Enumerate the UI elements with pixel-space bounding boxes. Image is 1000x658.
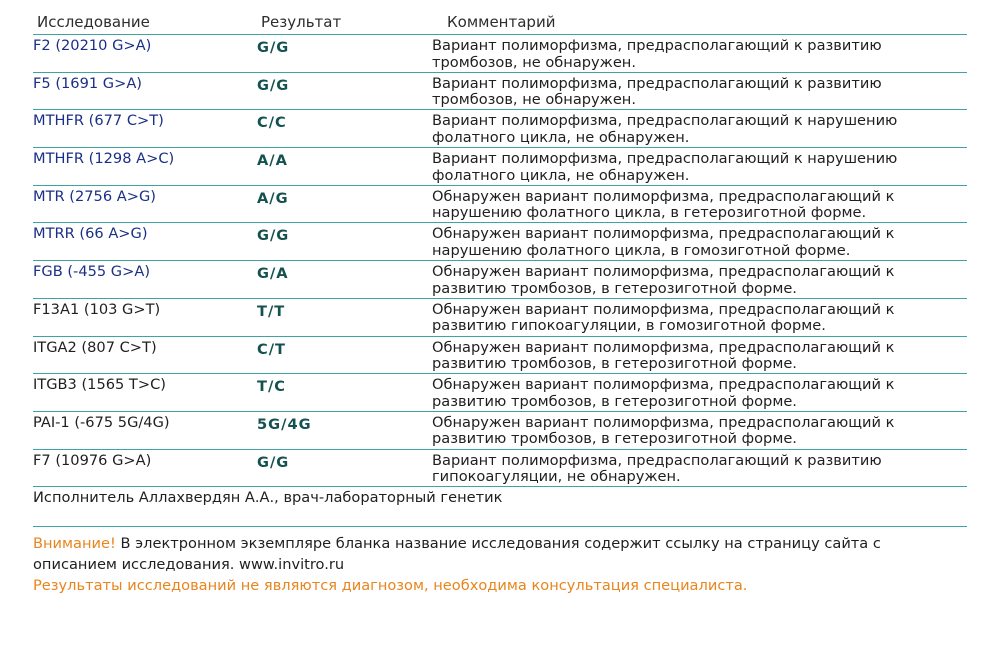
comment-line-1: Обнаружен вариант полиморфизма, предрасполагающий к [432, 376, 895, 394]
test-name: F13A1 (103 G>T) [33, 300, 161, 318]
table-row [33, 261, 967, 299]
test-name: F7 (10976 G>A) [33, 451, 152, 469]
table-row [33, 110, 967, 148]
comment-line-2: фолатного цикла, не обнаружен. [432, 128, 690, 146]
test-name: ITGA2 (807 C>T) [33, 338, 157, 356]
header-result: Результат [261, 13, 342, 31]
comment-line-1: Обнаружен вариант полиморфизма, предрасполагающий к [432, 225, 895, 243]
table-row [33, 35, 967, 73]
table-row [33, 186, 967, 224]
table-row [33, 73, 967, 111]
test-comment [432, 110, 967, 147]
comment-line-2: развитию тромбозов, в гетерозиготной форме. [432, 392, 797, 410]
notice-text: В электронном экземпляре бланка название исследования содержит ссылку на страницу сайта с описанием исследования. www.invitro.ru [33, 535, 881, 574]
test-name[interactable]: MTR (2756 A>G) [33, 187, 156, 205]
test-comment [432, 337, 967, 374]
header-comment: Комментарий [447, 13, 556, 31]
table-row [33, 337, 967, 375]
comment-line-1: Вариант полиморфизма, предрасполагающий к развитию [432, 37, 882, 54]
test-result: G/G [257, 39, 290, 56]
test-name[interactable]: MTRR (66 A>G) [33, 225, 148, 243]
results-table [33, 35, 967, 487]
comment-line-2: нарушению фолатного цикла, в гетерозиготной форме. [432, 204, 867, 222]
test-comment [432, 299, 967, 336]
test-name[interactable]: FGB (-455 G>A) [33, 263, 151, 281]
test-comment [432, 73, 967, 110]
test-result: T/C [257, 378, 286, 396]
comment-line-2: фолатного цикла, не обнаружен. [432, 166, 690, 184]
test-comment [432, 374, 967, 411]
notice-block [33, 533, 967, 575]
table-header [33, 10, 967, 35]
comment-line-2: развитию тромбозов, в гетерозиготной форме. [432, 430, 797, 448]
attention-label: Внимание! [33, 535, 116, 553]
table-row [33, 148, 967, 186]
comment-line-2: тромбозов, не обнаружен. [432, 91, 636, 109]
comment-line-1: Обнаружен вариант полиморфизма, предрасполагающий к [432, 263, 895, 281]
test-comment [432, 412, 967, 449]
comment-line-2: гипокоагуляции, не обнаружен. [432, 468, 681, 486]
comment-line-1: Обнаружен вариант полиморфизма, предрасполагающий к [432, 187, 895, 205]
comment-line-1: Вариант полиморфизма, предрасполагающий к нарушению [432, 112, 898, 130]
test-comment [432, 186, 967, 223]
comment-line-2: развитию тромбозов, в гетерозиготной форме. [432, 355, 797, 372]
disclaimer-text: Результаты исследований не являются диагнозом, необходима консультация специалиста. [33, 577, 748, 595]
table-row [33, 412, 967, 450]
table-row [33, 450, 967, 488]
header-test: Исследование [37, 13, 150, 31]
comment-line-1: Обнаружен вариант полиморфизма, предрасполагающий к [432, 300, 895, 318]
table-row [33, 374, 967, 412]
comment-line-2: развитию гипокоагуляции, в гомозиготной форме. [432, 317, 826, 335]
test-name: ITGB3 (1565 T>C) [33, 376, 166, 394]
test-result: A/G [257, 189, 289, 207]
results-document [33, 10, 967, 596]
comment-line-1: Обнаружен вариант полиморфизма, предрасполагающий к [432, 338, 895, 356]
comment-line-2: развитию тромбозов, в гетерозиготной форме. [432, 279, 797, 297]
test-result: 5G/4G [257, 415, 312, 433]
comment-line-1: Вариант полиморфизма, предрасполагающий к развитию [432, 451, 882, 469]
test-result: G/A [257, 265, 289, 283]
test-name[interactable]: F5 (1691 G>A) [33, 74, 143, 92]
test-result: T/T [257, 302, 286, 320]
test-result: A/A [257, 152, 288, 170]
test-comment [432, 148, 967, 185]
comment-line-1: Вариант полиморфизма, предрасполагающий к нарушению [432, 150, 898, 168]
comment-line-1: Обнаружен вариант полиморфизма, предрасполагающий к [432, 413, 895, 431]
test-result: G/G [257, 227, 290, 245]
test-name[interactable]: MTHFR (677 C>T) [33, 112, 164, 130]
test-comment [432, 261, 967, 298]
comment-line-1: Вариант полиморфизма, предрасполагающий к развитию [432, 74, 882, 92]
test-comment [432, 450, 967, 487]
comment-line-2: нарушению фолатного цикла, в гомозиготной форме. [432, 241, 851, 259]
test-result: G/G [257, 76, 290, 94]
test-name[interactable]: F2 (20210 G>A) [33, 37, 152, 54]
table-row [33, 299, 967, 337]
test-comment [432, 223, 967, 260]
table-row [33, 223, 967, 261]
executor-line: Исполнитель Аллахвердян А.А., врач-лабораторный генетик [33, 489, 967, 527]
test-result: C/T [257, 340, 286, 358]
comment-line-2: тромбозов, не обнаружен. [432, 53, 636, 71]
test-result: C/C [257, 114, 287, 132]
test-result: G/G [257, 453, 290, 471]
test-comment [432, 35, 967, 72]
test-name: PAI-1 (-675 5G/4G) [33, 413, 170, 431]
test-name[interactable]: MTHFR (1298 A>C) [33, 150, 175, 168]
